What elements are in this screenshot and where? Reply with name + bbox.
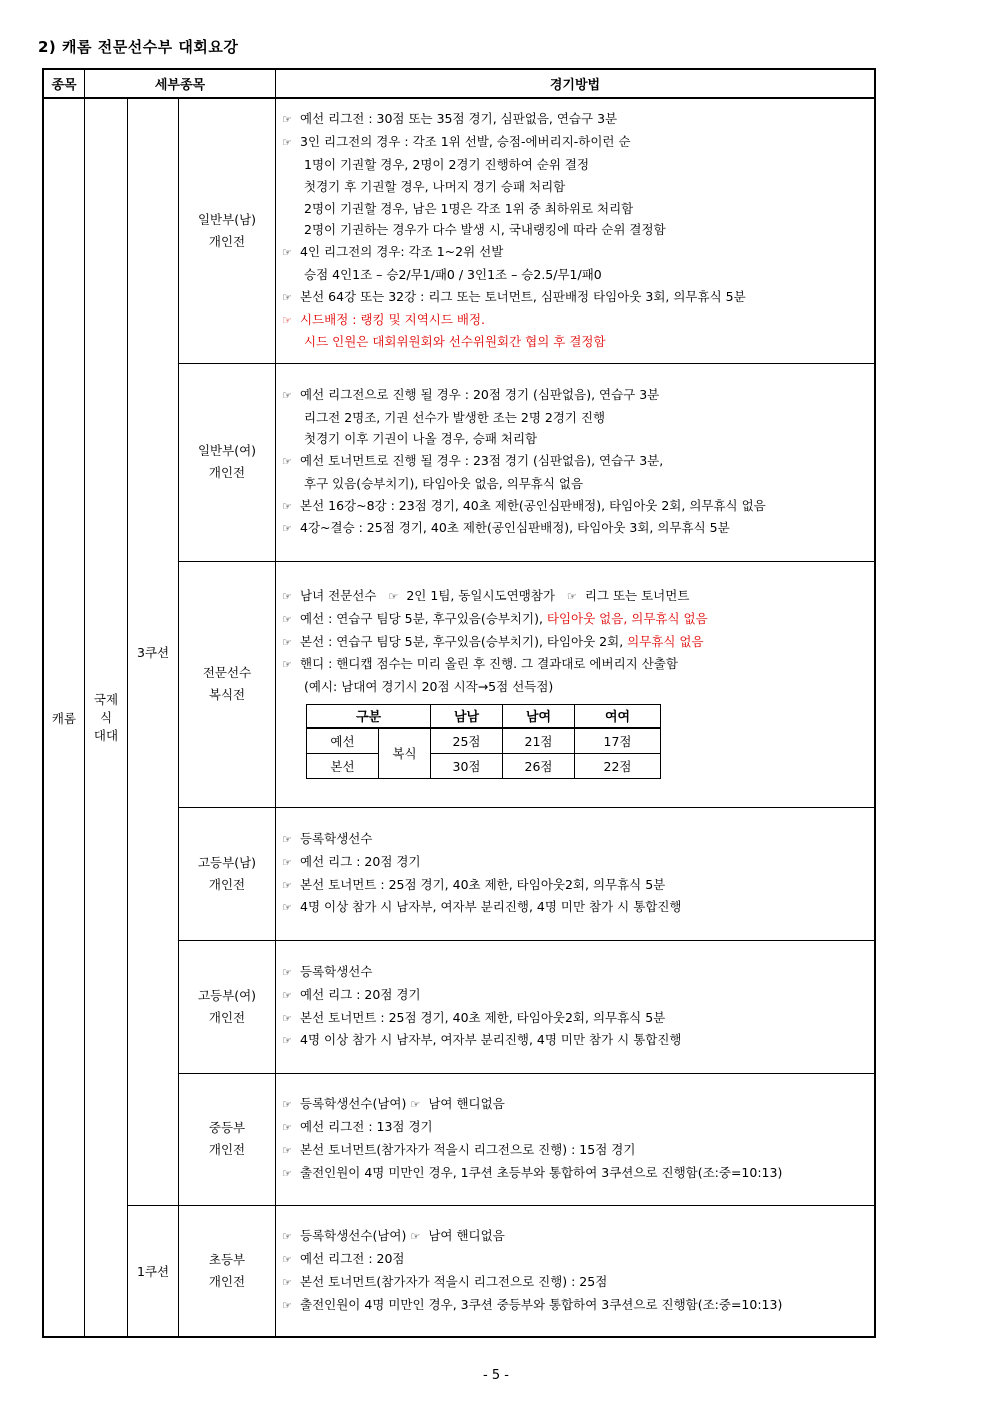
rule-line (282, 407, 874, 429)
header-method: 경기방법 (276, 69, 876, 98)
cushion3-cell (128, 98, 179, 1205)
rule-extra: 남여 핸디없음 (428, 1228, 505, 1244)
rule-text: 예선 : 연습구 팀당 5분, 후구있음(승부치기), (300, 610, 547, 626)
pointing-hand-icon: ☞ (282, 855, 292, 869)
rule-text: 본선 토너먼트(참가자가 적을시 리그전으로 진행) : 15점 경기 (300, 1142, 636, 1157)
handicap-header: 구분 (307, 704, 431, 728)
handicap-header: 남남 (431, 704, 503, 728)
rule-line (282, 608, 874, 631)
method-cell (276, 1073, 876, 1205)
rule-line (282, 241, 874, 264)
handicap-value: 17점 (575, 728, 661, 754)
pointing-hand-icon: ☞ (282, 1144, 292, 1157)
rule-text: 예선 토너먼트로 진행 될 경우 : 23점 경기 (심판없음), 연습구 3분, (300, 453, 664, 469)
pointing-hand-icon: ☞ (282, 1121, 292, 1135)
pointing-hand-icon: ☞ (282, 1166, 292, 1180)
rule-text: 등록학생선수(남여) (300, 1096, 407, 1112)
header-row (43, 69, 875, 98)
rule-line (282, 1271, 874, 1294)
pointing-hand-icon: ☞ (282, 499, 292, 513)
rule-line (282, 1248, 874, 1271)
rule-line (282, 198, 874, 220)
pointing-hand-icon: ☞ (282, 113, 292, 127)
handicap-value: 25점 (431, 728, 503, 754)
rule-text: 예선 리그전 : 13점 경기 (300, 1119, 433, 1135)
pointing-hand-icon: ☞ (282, 313, 292, 327)
rule-text: 등록학생선수 (300, 963, 373, 979)
division-cell (179, 363, 276, 561)
pointing-hand-icon: ☞ (282, 590, 292, 603)
rule-line (282, 131, 874, 154)
pointing-hand-icon: ☞ (282, 1252, 292, 1266)
rule-line (282, 384, 874, 407)
pointing-hand-icon: ☞ (282, 965, 292, 979)
header-sebu: 세부종목 (85, 69, 276, 98)
rule-line (282, 676, 874, 698)
pointing-hand-icon: ☞ (388, 590, 399, 603)
rule-line (282, 286, 874, 309)
handicap-header: 남여 (503, 704, 575, 728)
pointing-hand-icon: ☞ (282, 136, 292, 150)
rule-line (282, 428, 874, 450)
division-cell (179, 1073, 276, 1205)
handicap-value: 21점 (503, 728, 575, 754)
rule-text: 핸디 : 핸디캡 점수는 미리 올린 후 진행. 그 결과대로 에버리지 산출함 (300, 656, 678, 672)
method-cell (276, 807, 876, 940)
rule-text: 출전인원이 4명 미만인 경우, 1쿠션 초등부와 통합하여 3쿠션으로 진행함(조:중=10:13) (300, 1164, 783, 1180)
rule-text: 예선 리그 : 20점 경기 (300, 986, 421, 1002)
method-cell (276, 98, 876, 363)
pointing-hand-icon: ☞ (282, 878, 292, 892)
category-label: 국제 식 대대 (93, 691, 119, 743)
sport-cell (43, 98, 85, 1337)
pointing-hand-icon: ☞ (410, 1230, 421, 1244)
handicap-value: 22점 (575, 753, 661, 778)
rule-text: 본선 토너먼트 : 25점 경기, 40초 제한, 타임아웃2회, 의무휴식 5분 (300, 1009, 666, 1025)
pointing-hand-icon: ☞ (282, 246, 292, 260)
rule-text: 본선 토너먼트 : 25점 경기, 40초 제한, 타임아웃2회, 의무휴식 5분 (300, 876, 666, 892)
pointing-hand-icon: ☞ (282, 522, 292, 536)
rule-text: 시드배정 : 랭킹 및 지역시드 배정. (300, 311, 486, 327)
pointing-hand-icon: ☞ (282, 455, 292, 469)
handicap-header-row (307, 704, 661, 728)
rule-line (282, 1116, 874, 1139)
rules-table (42, 68, 876, 1338)
pointing-hand-icon: ☞ (282, 388, 292, 402)
division-cell (179, 940, 276, 1073)
division-label: 초등부 개인전 (208, 1251, 246, 1289)
rule-text-red: 의무휴식 없음 (627, 633, 704, 649)
rule-text: 4명 이상 참가 시 남자부, 여자부 분리진행, 4명 미만 참가 시 통합진행 (300, 1032, 682, 1048)
pointing-hand-icon: ☞ (282, 658, 292, 672)
pointing-hand-icon: ☞ (410, 1098, 421, 1112)
rule-line (282, 108, 874, 131)
pointing-hand-icon: ☞ (282, 1011, 292, 1025)
rule-line (282, 1139, 874, 1162)
handicap-row (307, 728, 661, 754)
header-jongmok: 종목 (43, 69, 85, 98)
method-cell (276, 1205, 876, 1337)
rule-line (282, 309, 874, 332)
rule-text: 4명 이상 참가 시 남자부, 여자부 분리진행, 4명 미만 참가 시 통합진행 (300, 899, 682, 915)
pointing-hand-icon: ☞ (282, 988, 292, 1002)
rule-line (282, 1162, 874, 1185)
handicap-row (307, 753, 661, 778)
pointing-hand-icon: ☞ (282, 1098, 292, 1112)
rule-line (282, 874, 874, 897)
pointing-hand-icon: ☞ (566, 590, 577, 603)
rule-line (282, 653, 874, 676)
cushion1-label: 1쿠션 (136, 1263, 170, 1279)
handicap-row-label: 예선 (307, 728, 379, 754)
rule-text: 1명이 기권할 경우, 2명이 2경기 진행하여 순위 결정 (304, 156, 590, 172)
rule-text: 승점 4인1조 – 승2/무1/패0 / 3인1조 – 승2.5/무1/패0 (304, 266, 602, 282)
rule-text: 2인 1팀, 동일시도연맹참가 (406, 588, 555, 603)
cushion3-label: 3쿠션 (136, 644, 170, 660)
pointing-hand-icon: ☞ (282, 1230, 292, 1244)
spacer (555, 588, 567, 603)
rule-extra: 남여 핸디없음 (428, 1096, 505, 1112)
handicap-type: 복식 (379, 728, 431, 779)
rule-text: 4강~결승 : 25점 경기, 40초 제한(공인심판배정), 타임아웃 3회, 의무휴식 5분 (300, 520, 730, 536)
rule-line (282, 961, 874, 984)
rule-line (282, 264, 874, 286)
division-row (43, 1205, 875, 1337)
handicap-table (306, 704, 661, 779)
pointing-hand-icon: ☞ (282, 635, 292, 649)
rule-text: 첫경기 이후 기권이 나올 경우, 승패 처리함 (304, 431, 538, 447)
handicap-row-label: 본선 (307, 753, 379, 778)
rule-text: 첫경기 후 기권할 경우, 나머지 경기 승패 처리함 (304, 178, 566, 194)
method-cell (276, 940, 876, 1073)
rule-line (282, 1007, 874, 1030)
rule-line (282, 585, 874, 608)
division-label: 고등부(여) 개인전 (197, 987, 257, 1025)
division-cell (179, 807, 276, 940)
pointing-hand-icon: ☞ (282, 832, 292, 846)
rule-line (282, 896, 874, 919)
rule-text: 2명이 기권할 경우, 남은 1명은 각조 1위 중 최하위로 처리함 (304, 200, 634, 216)
division-label: 일반부(여) 개인전 (197, 443, 257, 480)
rule-text: 리그 또는 토너먼트 (584, 588, 690, 603)
rule-line (282, 1093, 874, 1116)
rule-line (282, 176, 874, 198)
rule-text: 본선 64강 또는 32강 : 리그 또는 토너먼트, 심판배정 타임아웃 3회, 의무휴식 5분 (300, 288, 746, 304)
rule-text-red: 타임아웃 없음, 의무휴식 없음 (546, 610, 708, 626)
rule-text: 남녀 전문선수 (300, 588, 377, 603)
division-cell (179, 561, 276, 807)
rule-line (282, 517, 874, 540)
rule-line (282, 1225, 874, 1248)
division-label: 일반부(남) 개인전 (197, 211, 257, 249)
division-cell (179, 98, 276, 363)
pointing-hand-icon: ☞ (282, 1034, 292, 1048)
division-label: 중등부 개인전 (208, 1120, 246, 1157)
handicap-value: 30점 (431, 753, 503, 778)
rule-text: 예선 리그전 : 20점 (300, 1250, 405, 1266)
rule-line (282, 984, 874, 1007)
pointing-hand-icon: ☞ (282, 1298, 292, 1312)
sport-label: 캐롬 (51, 710, 77, 726)
method-cell (276, 363, 876, 561)
handicap-value: 26점 (503, 753, 575, 778)
rule-line (282, 331, 874, 353)
rule-text: 예선 리그전으로 진행 될 경우 : 20점 경기 (심판없음), 연습구 3분 (300, 386, 660, 402)
rule-line (282, 1029, 874, 1052)
rule-text: 리그전 2명조, 기권 선수가 발생한 조는 2명 2경기 진행 (304, 409, 606, 425)
rule-line (282, 219, 874, 241)
rule-text: 등록학생선수(남여) (300, 1228, 407, 1244)
pointing-hand-icon: ☞ (282, 1275, 292, 1289)
rule-line (282, 631, 874, 654)
rule-text: 예선 리그전 : 30점 또는 35점 경기, 심판없음, 연습구 3분 (300, 111, 618, 127)
handicap-header: 여여 (575, 704, 661, 728)
rule-line (282, 154, 874, 176)
page-number: - 5 - (483, 1368, 509, 1383)
rule-text: 예선 리그 : 20점 경기 (300, 853, 421, 869)
rule-text: 본선 : 연습구 팀당 5분, 후구있음(승부치기), 타임아웃 2회, (300, 633, 628, 649)
division-cell (179, 1205, 276, 1337)
spacer (376, 588, 388, 603)
rule-text: 본선 16강~8강 : 23점 경기, 40초 제한(공인심판배정), 타임아웃 2회, 의무휴식 없음 (300, 497, 766, 513)
rule-text: 2명이 기권하는 경우가 다수 발생 시, 국내랭킹에 따라 순위 결정함 (304, 222, 666, 238)
rule-text: 후구 있음(승부치기), 타임아웃 없음, 의무휴식 없음 (304, 475, 584, 491)
rule-text: 시드 인원은 대회위원회와 선수위원회간 협의 후 결정함 (304, 334, 606, 350)
rule-text: (예시: 남대여 경기시 20점 시작→5점 선득점) (304, 679, 554, 695)
rule-line (282, 450, 874, 473)
section-title: 2) 캐롬 전문선수부 대회요강 (38, 38, 239, 56)
rule-line (282, 1294, 874, 1317)
rule-text: 3인 리그전의 경우 : 각조 1위 선발, 승점-에버리지-하이런 순 (300, 134, 631, 150)
rule-line (282, 828, 874, 851)
rule-line (282, 473, 874, 495)
rule-line (282, 851, 874, 874)
division-label: 전문선수 복식전 (202, 665, 252, 702)
pointing-hand-icon: ☞ (282, 290, 292, 304)
pointing-hand-icon: ☞ (282, 901, 292, 915)
pointing-hand-icon: ☞ (282, 612, 292, 626)
category-cell (85, 98, 128, 1337)
rule-text: 본선 토너먼트(참가자가 적을시 리그전으로 진행) : 25점 (300, 1273, 608, 1289)
rule-line (282, 495, 874, 518)
cushion1-cell (128, 1205, 179, 1337)
division-row (43, 98, 875, 363)
rule-text: 출전인원이 4명 미만인 경우, 3쿠션 중등부와 통합하여 3쿠션으로 진행함(조:중=10:13) (300, 1296, 783, 1312)
method-cell (276, 561, 876, 807)
rule-text: 4인 리그전의 경우: 각조 1~2위 선발 (300, 244, 504, 260)
rule-text: 등록학생선수 (300, 830, 373, 846)
division-label: 고등부(남) 개인전 (197, 854, 257, 892)
